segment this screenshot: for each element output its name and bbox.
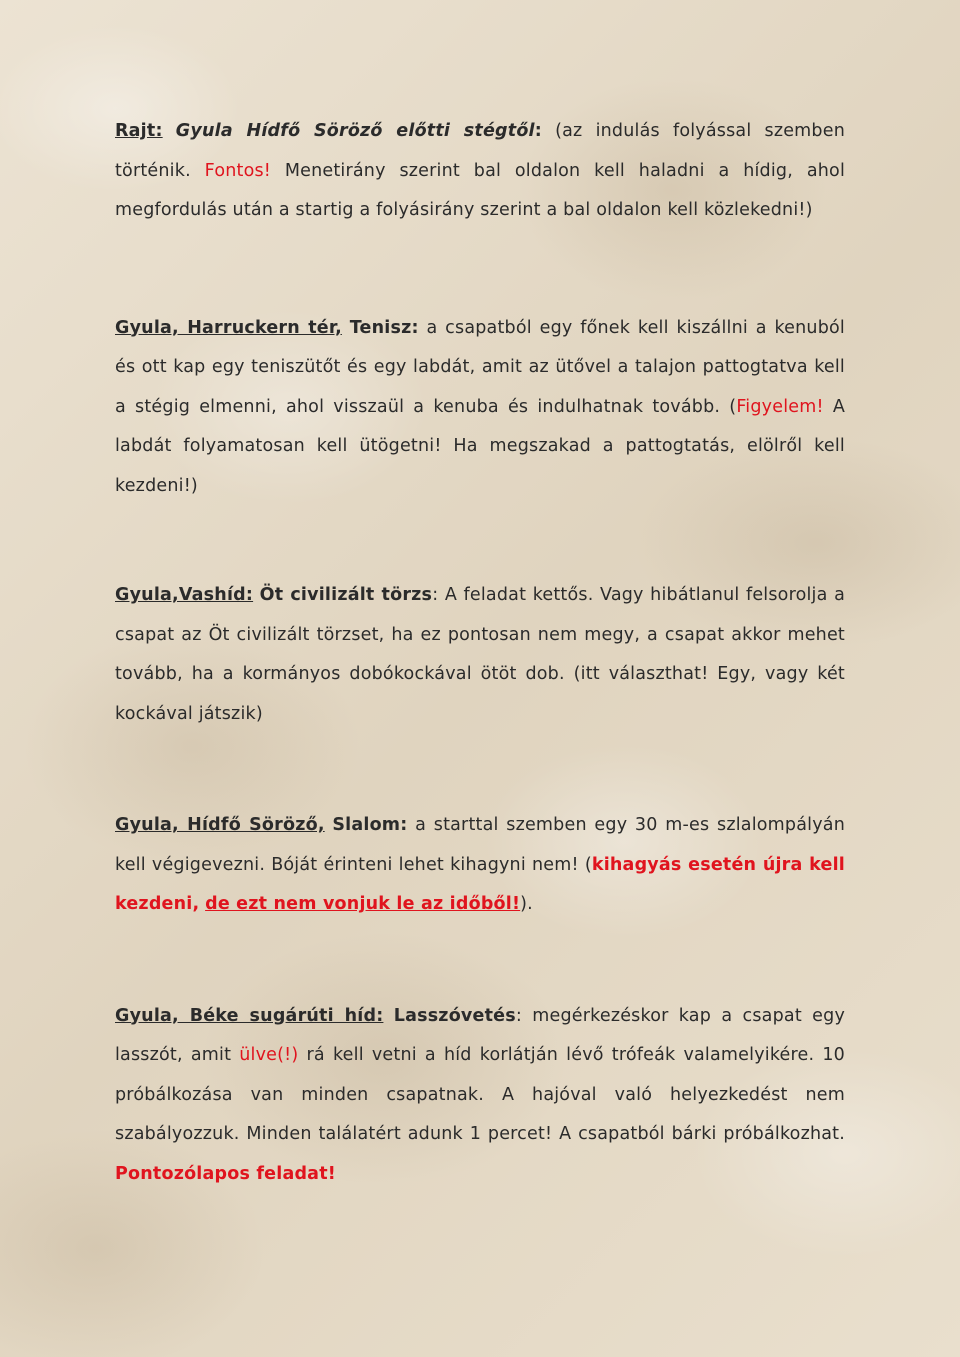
section-title: Gyula Hídfő Söröző előtti stégtől — [175, 121, 535, 141]
section-tribes — [115, 576, 845, 734]
section-text: Menetirány szerint bal oldalon kell haladni a hídig, ahol megfordulás után a startig a folyásirány szerint a bal oldalon kell közlekedni!) — [115, 160, 846, 220]
section-slalom — [115, 806, 845, 925]
section-location: Rajt: — [115, 121, 163, 141]
section-text: (az indulás folyással szemben történik. — [115, 121, 845, 181]
section-colon: : — [534, 121, 542, 141]
section-location: Gyula, Harruckern tér, — [115, 317, 342, 338]
section-task: Lasszóvetés — [393, 1005, 516, 1026]
section-text: A feladat kettős. Vagy hibátlanul felsorolja a csapat az Öt civilizált törzset, ha ez pontosan nem megy, a csapat akkor mehet tovább, ha a kormányos dobókockával ötöt dob. (itt választhat! Egy, vagy két kockával játszik) — [115, 585, 846, 724]
section-location: Gyula,Vashíd: — [115, 585, 254, 605]
section-start — [115, 112, 845, 231]
section-task: Tenisz: — [349, 317, 419, 338]
section-location: Gyula, Hídfő Söröző, — [115, 815, 325, 835]
section-lasso — [115, 997, 845, 1195]
section-text: a csapatból egy főnek kell kiszállni a kenuból és ott kap egy teniszütőt és egy labdát, amit az ütővel a talajon pattogtatva kell a stégig elmenni, ahol visszaül a kenuba és indulhatnak tovább. ( — [115, 317, 845, 417]
section-tennis — [115, 309, 845, 507]
warning-text-underlined: de ezt nem vonjuk le az időből! — [205, 894, 521, 914]
section-text: A labdát folyamatosan kell ütögetni! Ha megszakad a pattogtatás, elölről kell kezdeni!) — [115, 396, 845, 496]
section-task: Slalom: — [332, 815, 408, 835]
section-colon: : — [515, 1005, 522, 1026]
scoring-note: Pontozólapos feladat! — [115, 1163, 336, 1184]
section-text: ). — [520, 894, 533, 914]
warning-text: ülve(!) — [239, 1045, 299, 1065]
section-text: a starttal szemben egy 30 m-es szlalompályán kell végigevezni. Bóját érinteni lehet kihagyni nem! ( — [115, 815, 845, 875]
warning-text: kihagyás esetén újra kell kezdeni, — [115, 854, 845, 914]
document-page — [115, 112, 845, 1194]
section-text: rá kell vetni a híd korlátján lévő trófeák valamelyikére. 10 próbálkozása van minden csapatnak. A hajóval való helyezkedést nem szabályozzuk. Minden találatért adunk 1 percet! A csapatból bárki próbálkozhat. — [115, 1045, 846, 1144]
section-text: megérkezéskor kap a csapat egy lasszót, amit — [115, 1005, 846, 1065]
section-location: Gyula, Béke sugárúti híd: — [115, 1005, 384, 1026]
warning-text: Figyelem! — [736, 396, 824, 417]
section-colon: : — [432, 585, 439, 605]
section-task: Öt civilizált törzs — [259, 585, 433, 605]
warning-text: Fontos! — [204, 160, 272, 181]
